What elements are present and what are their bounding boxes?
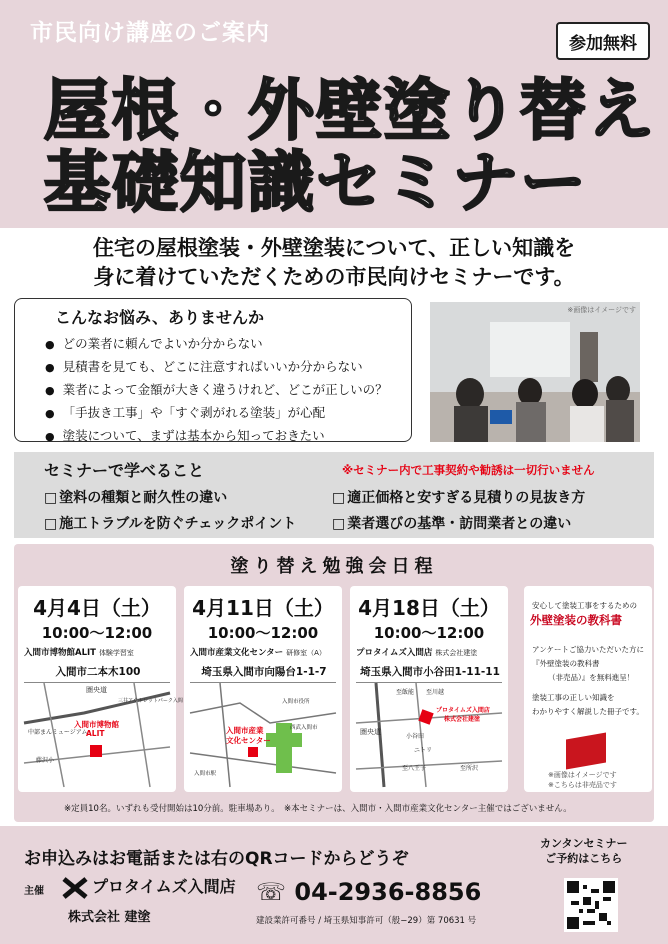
session-card	[18, 586, 183, 792]
session-date: 4月4日（土）	[33, 596, 161, 620]
worry-item: ● どの業者に頼んでよいか分からない	[45, 333, 388, 356]
book-text: 塗装工事の正しい知識を	[532, 693, 615, 702]
hero-subtitle: 市民向け講座のご案内	[30, 20, 270, 46]
map-label: 小谷田	[406, 733, 425, 740]
phone-text: 04-2936-8856	[294, 878, 482, 906]
worries-title: こんなお悩み、ありませんか	[55, 308, 264, 327]
map-label: 至所沢	[460, 765, 479, 772]
company-name: 株式会社 建塗	[68, 910, 151, 925]
lead-line2: 身に着けていただくための市民向けセミナーです。	[93, 265, 575, 289]
learn-item: □ 施工トラブルを防ぐチェックポイント	[44, 513, 296, 533]
venue-name: 入間市産業文化センター	[190, 648, 284, 658]
book-text: アンケートご協力いただいた方に	[532, 645, 645, 654]
lead-line1: 住宅の屋根塗装・外壁塗装について、正しい知識を	[92, 236, 576, 260]
session-address: 入間市二本木100	[55, 666, 141, 678]
phone-number[interactable]	[256, 878, 481, 906]
host-label: 主催	[24, 886, 44, 897]
map-label: 中部まんミュージアム	[28, 729, 88, 736]
protimes-logo-icon	[62, 877, 88, 899]
schedule-title: 塗り替え勉強会日程	[18, 548, 650, 582]
session-venue	[190, 646, 338, 658]
session-venue	[356, 646, 504, 658]
book-title: 外壁塗装の教科書	[530, 613, 622, 627]
worry-item: ● 塗装について、まずは基本から知っておきたい	[45, 425, 388, 448]
lead-text	[14, 234, 654, 292]
venue-pin-icon	[248, 747, 258, 757]
venue-room: 体験学習室	[98, 649, 134, 657]
qr-code-icon	[567, 881, 615, 929]
brand-logo	[62, 874, 236, 899]
book-text: 『外壁塗装の教科書	[532, 659, 600, 668]
book-image	[566, 732, 606, 769]
map-label: 圏央道	[86, 686, 107, 694]
seminar-photo	[430, 302, 640, 442]
book-caption: 安心して塗装工事をするための	[532, 601, 637, 610]
learn-title: セミナーで学べること	[44, 461, 205, 480]
apply-text: お申込みはお電話または右のQRコードからどうぞ	[24, 849, 409, 869]
qr-code[interactable]	[564, 878, 618, 932]
map-venue-label: 株式会社建塗	[444, 716, 481, 723]
session-address: 埼玉県入間市小谷田1-11-11	[360, 666, 500, 678]
hero-title-line2: 基礎知識セミナー	[44, 144, 588, 221]
footer	[0, 826, 668, 944]
map-label: 至八王子	[402, 765, 427, 772]
session-venue	[24, 646, 172, 658]
easy-line2: ご予約はこちら	[545, 852, 623, 865]
map-label: 入間市役所	[282, 699, 310, 705]
free-badge: 参加無料	[556, 22, 650, 60]
session-card	[350, 586, 508, 792]
seminar-room-illustration	[430, 302, 640, 442]
session-map	[190, 682, 336, 786]
map-label: ニトリ	[414, 747, 433, 754]
hero-banner	[0, 0, 668, 228]
easy-reserve	[540, 836, 628, 866]
book-note: ※画像はイメージです	[548, 771, 617, 779]
map-label: 至川越	[426, 689, 445, 696]
map-venue-label: プロタイムズ入間店	[436, 707, 490, 714]
photo-note: ※画像はイメージです	[567, 306, 636, 314]
textbook-card	[524, 586, 652, 792]
session-time: 10:00〜12:00	[373, 624, 485, 642]
schedule-footnote: ※定員10名。いずれも受付開始は10分前。駐車場あり。 ※本セミナーは、入間市・入間市産業文化センター主催ではございません。	[64, 804, 572, 814]
map-venue-label: 文化センター	[226, 736, 271, 745]
map-label: 入間市駅	[194, 771, 217, 777]
session-address: 埼玉県入間市向陽台1-1-7	[201, 666, 327, 678]
worry-item: ● 「手抜き工事」や「すぐ剥がれる塗装」が心配	[45, 402, 388, 425]
book-text: （非売品）』を無料進呈！	[548, 673, 635, 682]
phone-icon: ☏	[256, 878, 295, 906]
venue-pin-icon	[90, 745, 102, 757]
venue-room: 株式会社建塗	[435, 649, 478, 657]
schedule-section	[14, 544, 654, 822]
worry-item: ● 見積書を見ても、どこに注意すればいいか分からない	[45, 356, 388, 379]
learn-item: □ 適正価格と安すぎる見積りの見抜き方	[332, 487, 585, 507]
venue-room: 研修室（A）	[286, 649, 326, 657]
worries-box	[14, 298, 412, 442]
book-note: ※こちらは非売品です	[548, 781, 617, 789]
session-time: 10:00〜12:00	[207, 624, 319, 642]
session-card	[184, 586, 342, 792]
map-venue-label: 入間市博物館	[74, 720, 119, 729]
worry-item: ● 業者によって金額が大きく違うけれど、どこが正しいの？	[45, 379, 388, 402]
license-text: 建設業許可番号 / 埼玉県知事許可（般−29）第 70631 号	[256, 916, 477, 926]
session-map	[356, 682, 502, 786]
book-text: わかりやすく解説した冊子です。	[532, 707, 644, 716]
easy-line1: カンタンセミナー	[540, 837, 628, 850]
map-label: 西武入間市	[290, 725, 318, 731]
map-venue-label: 入間市産業	[226, 726, 264, 735]
map-label: 藤沢小	[36, 757, 55, 764]
map-label: 圏央道	[360, 728, 381, 736]
worries-list	[45, 333, 388, 448]
venue-name: 入間市博物館ALIT	[24, 648, 96, 658]
hero-title-line1: 屋根・外壁塗り替え	[44, 72, 656, 149]
learn-warning: ※セミナー内で工事契約や勧誘は一切行いません	[342, 463, 595, 477]
learn-box	[14, 452, 654, 538]
learn-item: □ 塗料の種類と耐久性の違い	[44, 487, 227, 507]
session-date: 4月18日（土）	[358, 596, 500, 620]
map-label: 三井アウトレットパーク入間	[118, 698, 183, 704]
session-map	[24, 682, 183, 786]
session-time: 10:00〜12:00	[41, 624, 153, 642]
map-label: 至飯能	[396, 689, 415, 696]
map-venue-label: ALIT	[86, 729, 105, 738]
venue-name: プロタイムズ入間店	[356, 648, 433, 658]
session-date: 4月11日（土）	[192, 596, 334, 620]
learn-item: □ 業者選びの基準・訪問業者との違い	[332, 513, 571, 533]
brand-name: プロタイムズ入間店	[92, 877, 236, 896]
